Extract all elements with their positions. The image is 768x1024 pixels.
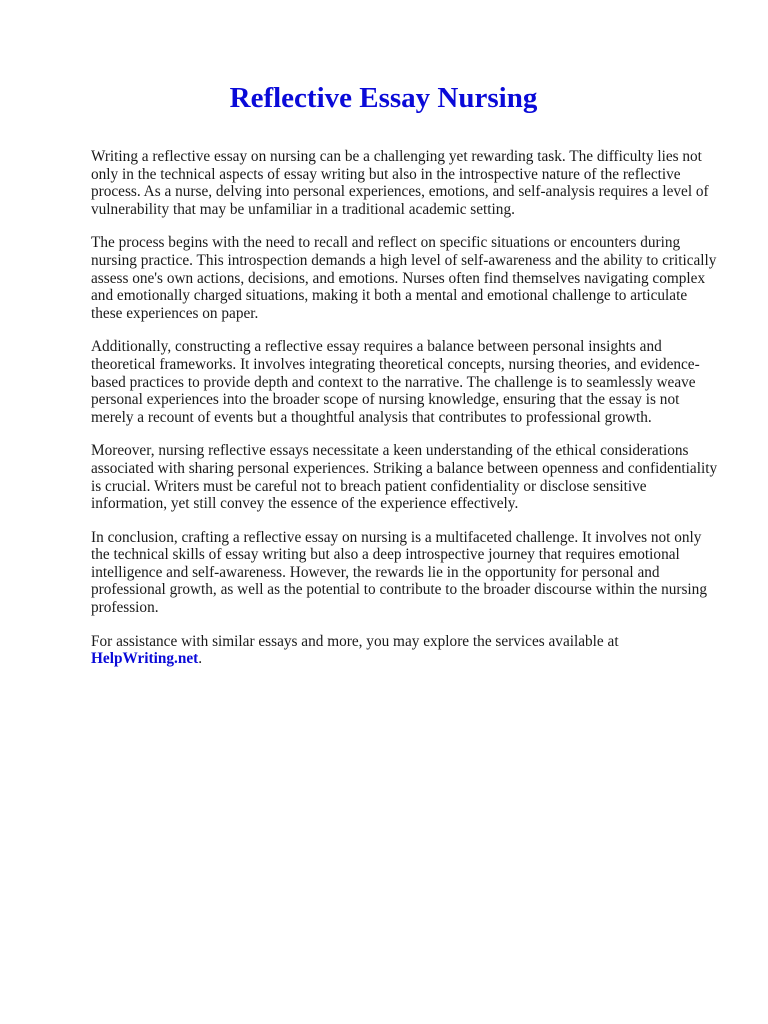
- paragraph-1: Writing a reflective essay on nursing can be a challenging yet rewarding task. The difficulty lies not only in the technical aspects of essay writing but also in the introspective nature of the reflective process. As a nurse, delving into personal experiences, emotions, and self-analysis requires a level of vulnerability that may be unfamiliar in a traditional academic setting.: [91, 148, 709, 218]
- closing-paragraph: [91, 633, 718, 668]
- paragraph-3: Additionally, constructing a reflective essay requires a balance between personal insights and theoretical frameworks. It involves integrating theoretical concepts, nursing theories, and evidence-based practices to provide depth and context to the narrative. The challenge is to seamlessly weave personal experiences into the broader scope of nursing knowledge, ensuring that the essay is not merely a recount of events but a thoughtful analysis that contributes to professional growth.: [91, 338, 700, 426]
- closing-suffix: .: [198, 650, 203, 668]
- helpwriting-link[interactable]: HelpWriting.net: [91, 650, 199, 668]
- document-title: Reflective Essay Nursing: [229, 82, 538, 114]
- paragraph-2: The process begins with the need to recall and reflect on specific situations or encounters during nursing practice. This introspection demands a high level of self-awareness and the ability to critically assess one's own actions, decisions, and emotions. Nurses often find themselves navigating complex and emotionally charged situations, making it both a mental and emotional challenge to articulate these experiences on paper.: [91, 234, 717, 322]
- closing-text: For assistance with similar essays and more, you may explore the services available at: [91, 632, 619, 650]
- paragraph-5: In conclusion, crafting a reflective essay on nursing is a multifaceted challenge. It involves not only the technical skills of essay writing but also a deep introspective journey that requires emotional intelligence and self-awareness. However, the rewards lie in the opportunity for personal and professional growth, as well as the potential to contribute to the broader discourse within the nursing profession.: [91, 528, 707, 617]
- paragraph-4: Moreover, nursing reflective essays necessitate a keen understanding of the ethical considerations associated with sharing personal experiences. Striking a balance between openness and confidentiality is crucial. Writers must be careful not to breach patient confidentiality or disclose sensitive information, yet still convey the essence of the experience effectively.: [91, 442, 718, 513]
